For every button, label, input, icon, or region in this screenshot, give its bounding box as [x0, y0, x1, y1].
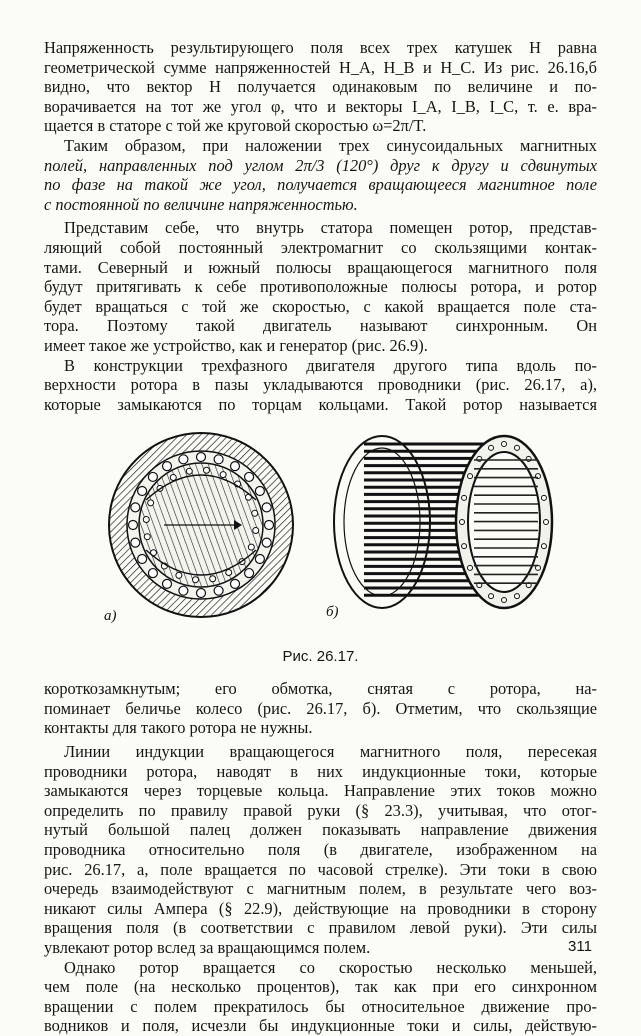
text-line: никают силы Ампера (§ 22.9), действующие на проводники в сторону [44, 898, 597, 918]
text-line: очередь взаимодействуют с магнитным полем, в результате чего воз- [44, 879, 597, 899]
squirrel-cage-illustration [324, 426, 554, 616]
text-line: нутый большой палец должен показывать направление движения [44, 820, 597, 840]
page-body [44, 38, 597, 1036]
text-line: В конструкции трехфазного двигателя другого типа вдоль по- [64, 355, 597, 375]
paragraph-5 [44, 679, 597, 738]
text-line: которые замыкаются по торцам кольцами. Такой ротор называется [44, 394, 597, 414]
text-line: вращения поля (в соответствии с правилом левой руки). Эти силы [44, 918, 597, 938]
text-line: вращении с полем прекратилось бы относительное движение про- [44, 996, 597, 1016]
text-line: контакты для такого ротора не нужны. [44, 718, 313, 738]
paragraph-6 [44, 742, 597, 958]
text-line: имеет такое же устройство, как и генератор (рис. 26.9). [44, 335, 428, 355]
paragraph-4 [44, 356, 597, 415]
figure-26-17 [44, 426, 597, 648]
text-line: Напряженность результирующего поля всех трех катушек H равна [44, 38, 597, 57]
text-line: Представим себе, что внутрь статора помещен ротор, представ- [64, 218, 597, 238]
text-line: водников и поля, исчезли бы индукционные токи и силы, действую- [44, 1016, 597, 1036]
text-line: Линии индукции вращающегося магнитного поля, пересекая [64, 742, 597, 762]
text-line: проводника относительно поля (в двигателе, изображенном на [44, 840, 597, 860]
text-line: будет вращаться с той же скоростью, с какой вращается поле ста- [44, 296, 597, 316]
text-line: ворачивается на тот же угол φ, что и векторы I_A, I_B, I_C, т. е. вра- [44, 96, 597, 116]
text-line: ляющий собой постоянный электромагнит со скользящими контак- [44, 237, 597, 257]
text-line: рис. 26.17, а, поле вращается по часовой стрелке). Эти токи в свою [44, 859, 597, 879]
text-line: определить по правилу правой руки (§ 23.3), учитывая, что отог- [44, 800, 597, 820]
paragraph-2 [44, 136, 597, 214]
text-line: Таким образом, при наложении трех синусоидальных магнитных [64, 135, 597, 155]
text-line: с постоянной по величине напряженностью. [44, 194, 358, 214]
text-line: будут притягивать к себе противоположные полюсы ротора, и ротор [44, 277, 597, 297]
text-line: тами. Северный и южный полюсы вращающегося магнитного поля [44, 257, 597, 277]
text-line: чем поле (на несколько процентов), так как при его синхронном [44, 977, 597, 997]
motor-cross-section-illustration [106, 430, 296, 620]
paragraph-3 [44, 218, 597, 355]
text-line: короткозамкнутым; его обмотка, снятая с ротора, на- [44, 679, 597, 699]
text-line: по фазе на такой же угол, получается вращающееся магнитное поле [44, 175, 597, 195]
text-line: щается в статоре с той же круговой скоростью ω=2π/T. [44, 116, 427, 136]
paragraph-7 [44, 958, 597, 1036]
text-line: верхности ротора в пазы укладываются проводники (рис. 26.17, а), [44, 375, 597, 395]
text-line: поминает беличье колесо (рис. 26.17, б). Отметим, что скользящие [44, 698, 597, 718]
text-line: тора. Поэтому такой двигатель называют синхронным. Он [44, 316, 597, 336]
text-line: замыкаются через торцевые кольца. Направление этих токов можно [44, 781, 597, 801]
figure-caption: Рис. 26.17. [282, 648, 359, 666]
page-number: 311 [568, 938, 592, 955]
figure-label-a: а) [104, 608, 117, 625]
text-line: полей, направленных под углом 2π/3 (120°) друг к другу и сдвинутых [44, 155, 597, 175]
text-line: проводники ротора, наводят в них индукционные токи, которые [44, 761, 597, 781]
text-line: видно, что вектор H получается одинаковым по величине и по- [44, 77, 597, 97]
paragraph-1 [44, 38, 597, 136]
figure-label-b: б) [326, 604, 339, 621]
text-line: увлекают ротор вслед за вращающимся полем. [44, 938, 371, 957]
text-line: геометрической сумме напряженностей H_A, H_B и H_C. Из рис. 26.16,б [44, 57, 597, 77]
text-line: Однако ротор вращается со скоростью несколько меньшей, [64, 957, 597, 977]
